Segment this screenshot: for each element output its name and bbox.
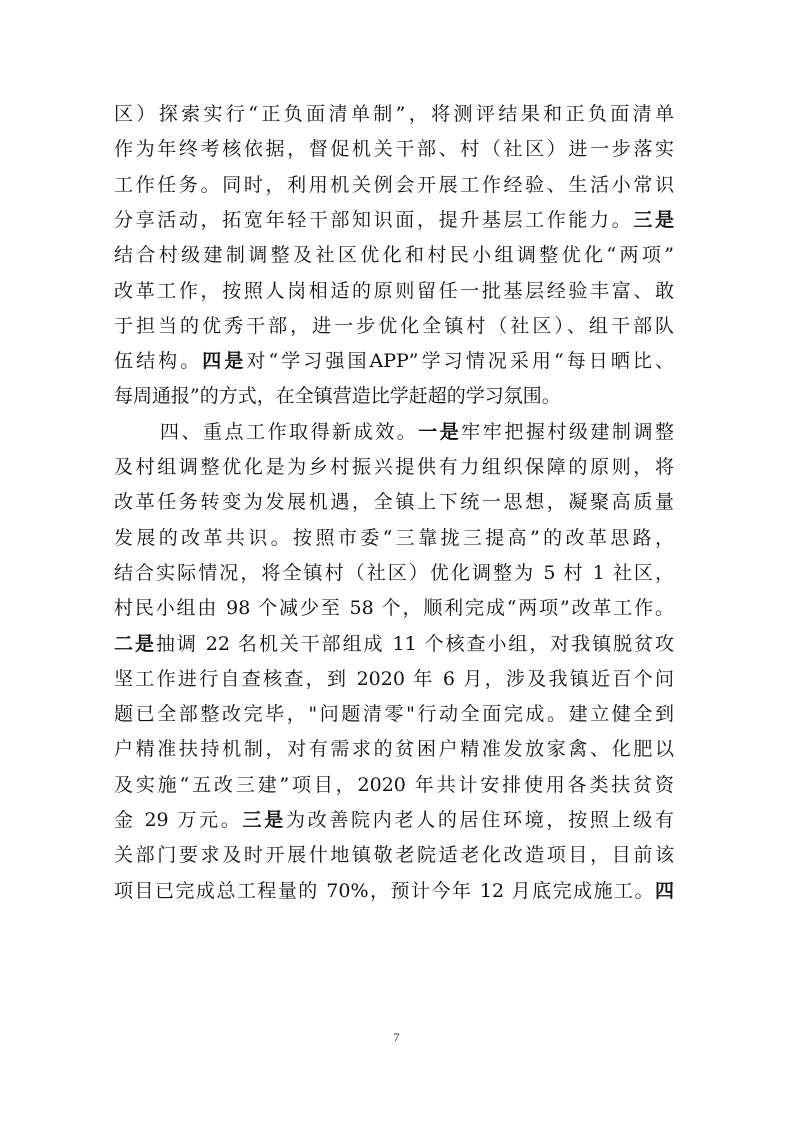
- text-segment: 坚工作进行自查核查，到 2020 年 6 月，涉及我镇近百个问: [114, 668, 674, 690]
- text-line: [114, 240, 674, 270]
- text-line: [114, 734, 674, 764]
- text-segment: 项目已完成总工程量的 70%，预计今年 12 月底完成施工。: [114, 880, 655, 902]
- page-number: 7: [393, 1030, 400, 1044]
- bold-marker: 四: [654, 880, 674, 902]
- text-segment: 发展的改革共识。按照市委“三靠拢三提高”的改革思路，: [114, 527, 674, 549]
- text-line: [114, 381, 674, 411]
- text-segment: 结合实际情况，将全镇村（社区）优化调整为 5 村 1 社区，: [114, 562, 674, 584]
- text-line: [114, 99, 674, 129]
- bold-marker: 三是: [242, 809, 286, 831]
- bold-marker: 四是: [202, 350, 247, 372]
- text-segment: 于担当的优秀干部，进一步优化全镇村（社区）、组干部队: [114, 315, 674, 337]
- text-segment: 户精准扶持机制，对有需求的贫困户精准发放家禽、化肥以: [114, 738, 674, 760]
- text-line: [114, 876, 674, 906]
- text-line: [114, 170, 674, 200]
- text-segment: 抽调 22 名机关干部组成 11 个核查小组，对我镇脱贫攻: [155, 633, 674, 655]
- text-line: [114, 629, 674, 659]
- text-segment: 村民小组由 98 个减少至 58 个，顺利完成“两项”改革工作。: [114, 597, 674, 619]
- text-line: [114, 205, 674, 235]
- text-line: [160, 417, 674, 447]
- text-segment: 题已全部整改完毕，"问题清零"行动全面完成。建立健全到: [114, 703, 674, 725]
- text-segment: 结合村级建制调整及社区优化和村民小组调整优化“两项”: [114, 244, 674, 266]
- text-segment: 每周通报”的方式，在全镇营造比学赶超的学习氛围。: [114, 385, 561, 407]
- text-segment: 四、重点工作取得新成效。: [160, 421, 419, 443]
- text-segment: 工作任务。同时，利用机关例会开展工作经验、生活小常识: [114, 174, 674, 196]
- text-segment: 伍结构。: [114, 350, 203, 372]
- text-line: [114, 487, 674, 517]
- bold-marker: 一是: [418, 421, 462, 443]
- text-line: [114, 452, 674, 482]
- text-line: [114, 770, 674, 800]
- text-line: [114, 699, 674, 729]
- text-segment: 分享活动，拓宽年轻干部知识面，提升基层工作能力。: [114, 209, 634, 231]
- text-line: [114, 558, 674, 588]
- text-segment: 作为年终考核依据，督促机关干部、村（社区）进一步落实: [114, 138, 674, 160]
- text-segment: 改革任务转变为发展机遇，全镇上下统一思想，凝聚高质量: [114, 491, 674, 513]
- text-segment: 牢牢把握村级建制调整: [461, 421, 674, 443]
- text-line: [114, 134, 674, 164]
- bold-marker: 三是: [633, 209, 674, 231]
- text-segment: 改革工作，按照人岗相适的原则留任一批基层经验丰富、敢: [114, 280, 674, 302]
- text-line: [114, 805, 674, 835]
- text-line: [114, 840, 674, 870]
- text-line: [114, 346, 674, 376]
- text-line: [114, 523, 674, 553]
- text-line: [114, 593, 674, 623]
- text-segment: 及实施“五改三建”项目，2020 年共计安排使用各类扶贫资: [114, 774, 674, 796]
- text-line: [114, 664, 674, 694]
- text-segment: 金 29 万元。: [114, 809, 243, 831]
- bold-marker: 二是: [114, 633, 156, 655]
- text-line: [114, 276, 674, 306]
- text-segment: 区）探索实行“正负面清单制”，将测评结果和正负面清单: [114, 103, 674, 125]
- text-segment: 及村组调整优化是为乡村振兴提供有力组织保障的原则，将: [114, 456, 674, 478]
- text-segment: 为改善院内老人的居住环境，按照上级有: [285, 809, 674, 831]
- text-segment: 对“学习强国APP”学习情况采用“每日晒比、: [246, 350, 674, 372]
- text-segment: 关部门要求及时开展什地镇敬老院适老化改造项目，目前该: [114, 844, 674, 866]
- text-line: [114, 311, 674, 341]
